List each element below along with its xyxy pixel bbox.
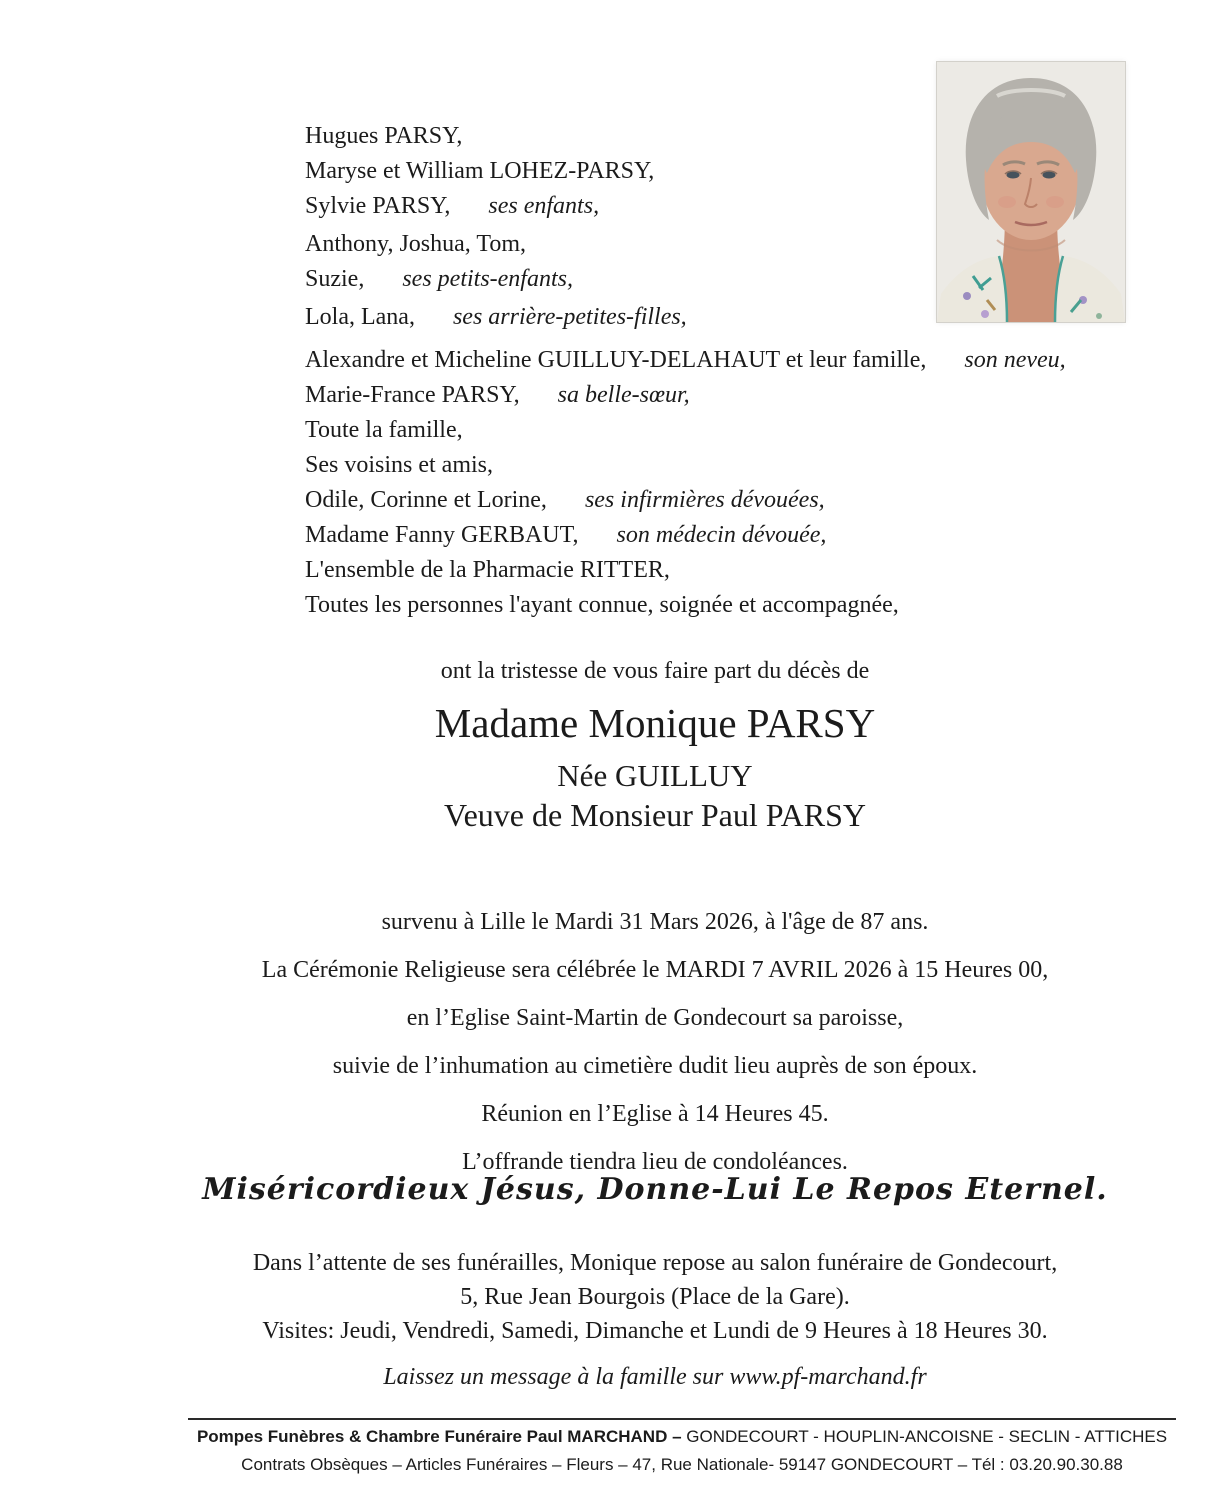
repose-line: Visites: Jeudi, Vendredi, Samedi, Dimanche et Lundi de 9 Heures à 18 Heures 30.	[262, 1318, 1048, 1344]
family-line	[305, 227, 1066, 262]
family-line	[305, 553, 1066, 588]
family-member-names: Hugues PARSY,	[305, 123, 463, 149]
ceremony-line: Réunion en l’Eglise à 14 Heures 45.	[481, 1101, 829, 1127]
family-member-names: Sylvie PARSY,	[305, 193, 451, 219]
family-line	[305, 413, 1066, 448]
relationship-label: ses arrière-petites-filles,	[452, 304, 687, 330]
funeral-home-locations: GONDECOURT - HOUPLIN-ANCOISNE - SECLIN - ATTICHES	[686, 1427, 1168, 1446]
family-member-names: Marie-France PARSY,	[305, 382, 520, 408]
prayer-line: Miséricordieux Jésus, Donne-Lui Le Repos Eternel.	[202, 1172, 1108, 1207]
online-message-line: Laissez un message à la famille sur www.pf-marchand.fr	[383, 1364, 927, 1390]
family-member-names: Madame Fanny GERBAUT,	[305, 522, 579, 548]
family-line	[305, 518, 1066, 553]
family-line	[305, 483, 1066, 518]
footer-divider	[188, 1418, 1176, 1420]
relationship-label: son médecin dévouée,	[616, 522, 827, 548]
relationship-label: ses petits-enfants,	[402, 266, 573, 292]
family-line	[305, 448, 1066, 483]
family-line	[305, 154, 1066, 189]
ceremony-line: L’offrande tiendra lieu de condoléances.	[462, 1149, 848, 1175]
family-member-names: Toute la famille,	[305, 417, 463, 443]
family-list	[305, 119, 1066, 623]
ceremony-line: en l’Eglise Saint-Martin de Gondecourt sa paroisse,	[406, 1005, 904, 1031]
repose-details	[100, 1246, 1210, 1348]
family-member-names: Alexandre et Micheline GUILLUY-DELAHAUT et leur famille,	[305, 347, 927, 373]
relationship-label: ses enfants,	[488, 193, 600, 219]
family-member-names: Odile, Corinne et Lorine,	[305, 487, 547, 513]
funeral-home-footer	[188, 1423, 1176, 1479]
family-member-names: Ses voisins et amis,	[305, 452, 494, 478]
deceased-name-title: Madame Monique PARSY	[434, 700, 876, 746]
funeral-home-name: Pompes Funèbres & Chambre Funéraire Paul MARCHAND –	[196, 1427, 687, 1446]
funeral-home-services-line: Contrats Obsèques – Articles Funéraires – Fleurs – 47, Rue Nationale- 59147 GONDECOURT – Tél : 03.20.90.30.88	[241, 1455, 1123, 1474]
family-line	[305, 119, 1066, 154]
family-line	[305, 588, 1066, 623]
announcement-intro: ont la tristesse de vous faire part du décès de	[440, 658, 870, 684]
family-line	[305, 262, 1066, 297]
family-line	[305, 343, 1066, 378]
repose-line: 5, Rue Jean Bourgois (Place de la Gare).	[460, 1284, 850, 1310]
family-member-names: Lola, Lana,	[305, 304, 415, 330]
family-line	[305, 378, 1066, 413]
family-member-names: L'ensemble de la Pharmacie RITTER,	[305, 557, 670, 583]
ceremony-line: survenu à Lille le Mardi 31 Mars 2026, à l'âge de 87 ans.	[381, 909, 929, 935]
family-member-names: Maryse et William LOHEZ-PARSY,	[305, 158, 655, 184]
family-member-names: Toutes les personnes l'ayant connue, soignée et accompagnée,	[305, 592, 899, 618]
relationship-label: son neveu,	[964, 347, 1066, 373]
ceremony-line: La Cérémonie Religieuse sera célébrée le MARDI 7 AVRIL 2026 à 15 Heures 00,	[261, 957, 1049, 983]
widow-of-line: Veuve de Monsieur Paul PARSY	[444, 797, 866, 833]
family-member-names: Anthony, Joshua, Tom,	[305, 231, 526, 257]
maiden-name: Née GUILLUY	[557, 758, 753, 793]
family-line	[305, 300, 1066, 335]
relationship-label: ses infirmières dévouées,	[584, 487, 825, 513]
family-line	[305, 189, 1066, 224]
repose-line: Dans l’attente de ses funérailles, Monique repose au salon funéraire de Gondecourt,	[252, 1250, 1058, 1276]
funeral-home-name-line	[188, 1423, 1176, 1451]
ceremony-details	[100, 905, 1210, 1193]
relationship-label: sa belle-sœur,	[557, 382, 690, 408]
family-member-names: Suzie,	[305, 266, 365, 292]
ceremony-line: suivie de l’inhumation au cimetière dudit lieu auprès de son époux.	[332, 1053, 978, 1079]
